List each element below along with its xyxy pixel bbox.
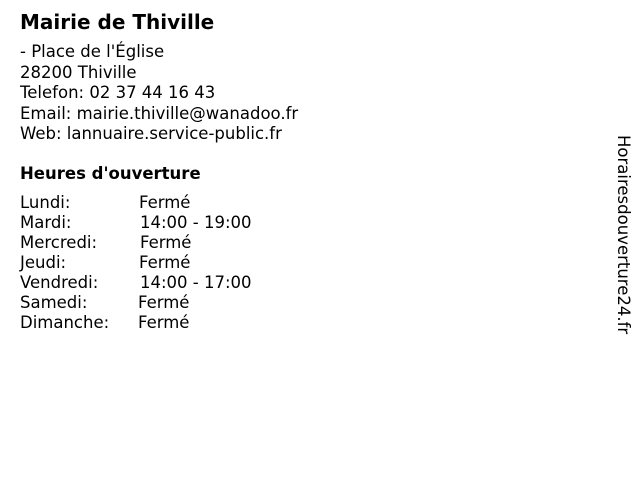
day-label: Lundi: — [20, 193, 71, 212]
hours-row-friday — [20, 273, 300, 293]
time-value: Fermé — [138, 293, 190, 312]
opening-hours-table — [20, 193, 300, 333]
postal-city: 28200 Thiville — [20, 62, 137, 82]
address-block — [20, 42, 298, 145]
time-value: Fermé — [139, 193, 191, 212]
page-title: Mairie de Thiville — [20, 10, 215, 34]
hours-row-sunday — [20, 313, 300, 333]
day-label: Mardi: — [20, 213, 72, 232]
day-label: Jeudi: — [20, 253, 67, 272]
email-address: Email: mairie.thiville@wanadoo.fr — [20, 103, 299, 123]
hours-row-saturday — [20, 293, 300, 313]
day-label: Mercredi: — [20, 233, 98, 252]
time-value: 14:00 - 19:00 — [140, 213, 252, 232]
phone-number: Telefon: 02 37 44 16 43 — [20, 83, 216, 102]
hours-row-monday — [20, 193, 300, 213]
opening-hours-heading: Heures d'ouverture — [20, 164, 201, 183]
time-value: Fermé — [138, 313, 190, 332]
day-label: Vendredi: — [20, 273, 99, 292]
hours-row-thursday — [20, 253, 300, 273]
hours-row-wednesday — [20, 233, 300, 253]
site-watermark: Horairesdouverture24.fr — [614, 135, 633, 335]
website: Web: lannuaire.service-public.fr — [20, 124, 282, 143]
time-value: Fermé — [139, 253, 191, 272]
street-address: - Place de l'Église — [20, 42, 165, 61]
hours-row-tuesday — [20, 213, 300, 233]
time-value: Fermé — [140, 233, 192, 252]
day-label: Dimanche: — [20, 313, 110, 332]
day-label: Samedi: — [20, 293, 88, 312]
time-value: 14:00 - 17:00 — [140, 273, 252, 292]
